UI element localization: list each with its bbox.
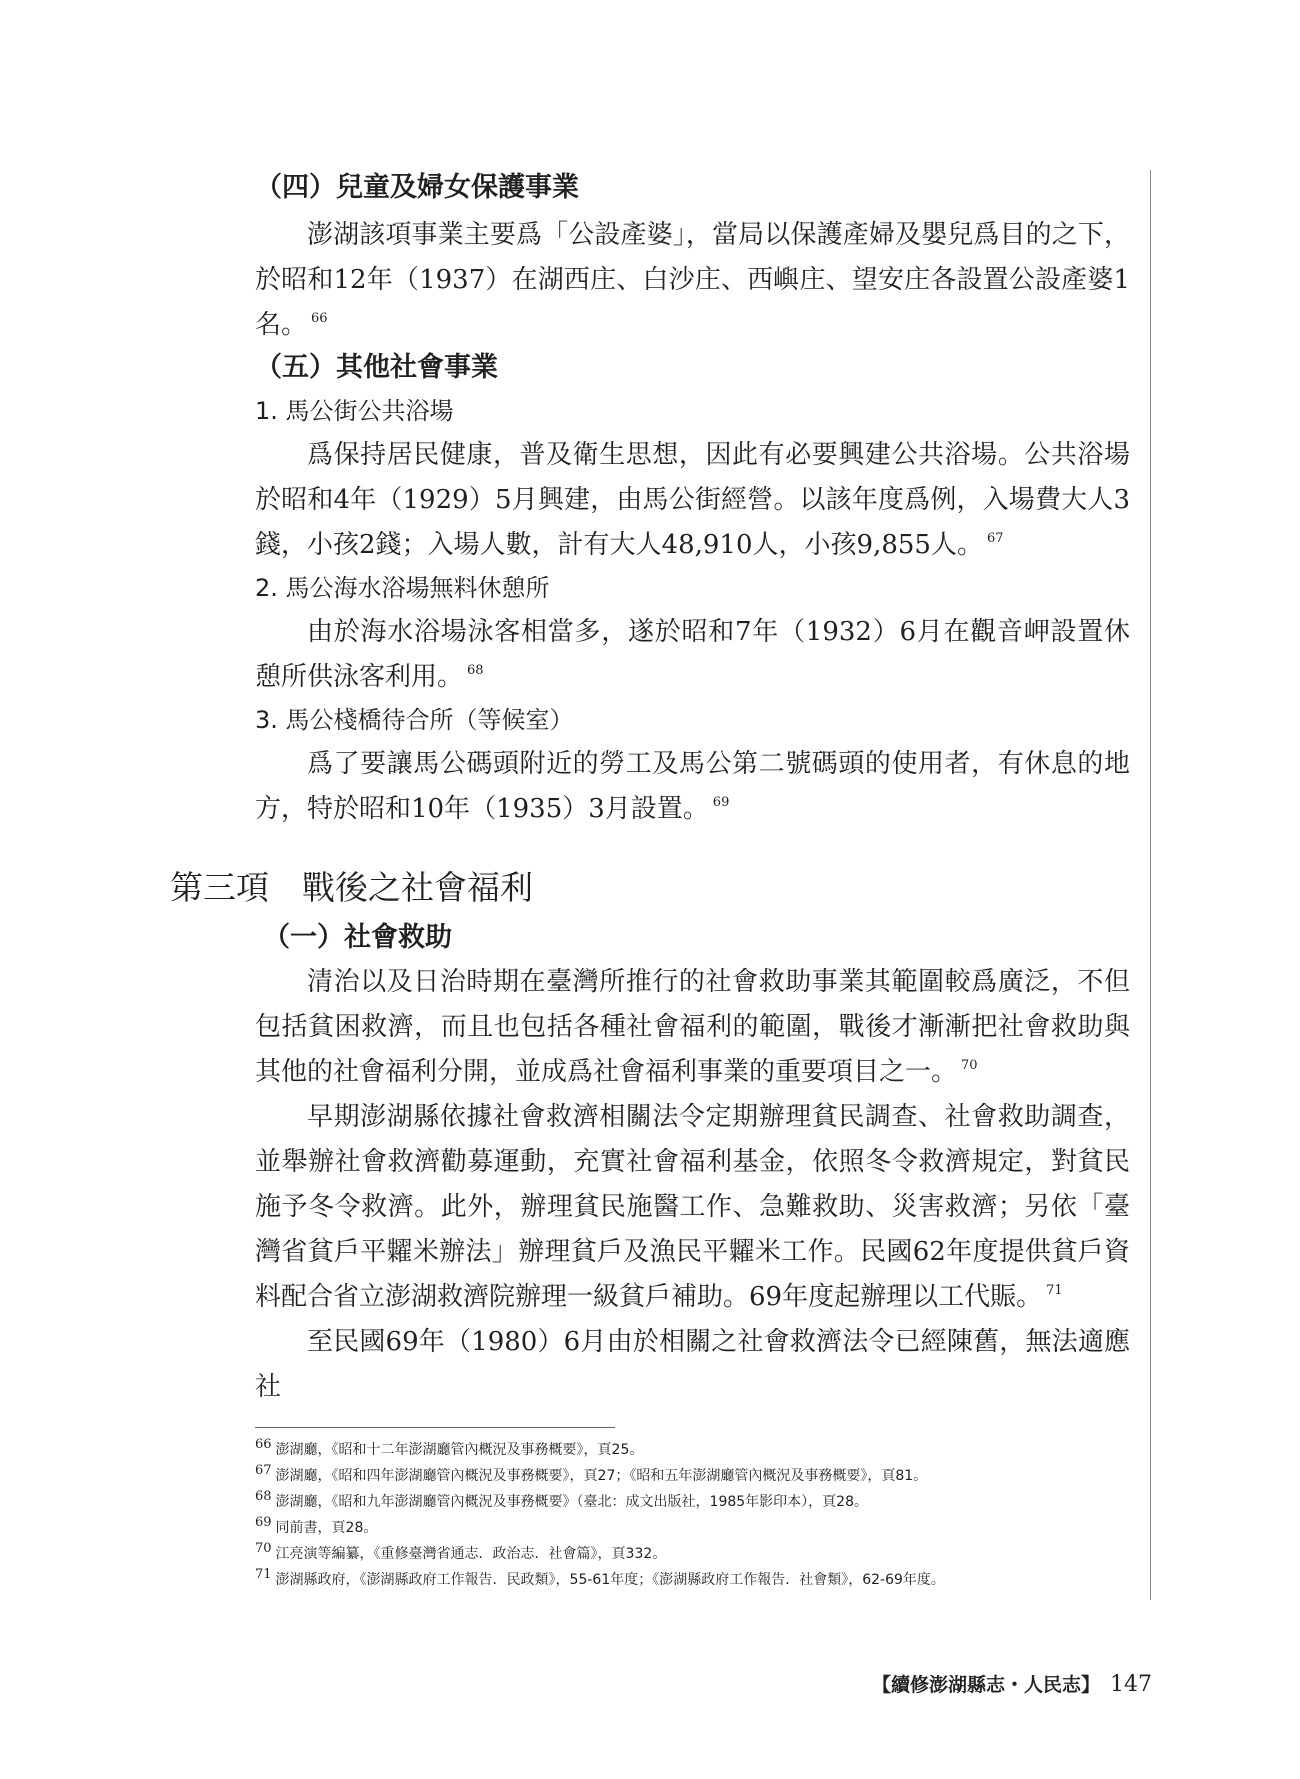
- chapter-title: 第三項 戰後之社會福利: [170, 868, 533, 907]
- footnote: $^{70}$ 江亮演等編纂，《重修臺灣省通志．政治志．社會篇》，頁332。: [255, 1541, 667, 1562]
- subheading: 2. 馬公海水浴場無料休憩所: [255, 574, 550, 602]
- footnote-ref: 69: [712, 795, 730, 810]
- footnote-ref: 71: [1046, 1283, 1063, 1298]
- section-social-assistance: [255, 920, 1130, 1410]
- paragraph: 由於海水浴場泳客相當多，遂於昭和7年（1932）6月在觀音岬設置休憩所供泳客利用。 $^{68}$: [255, 617, 1130, 692]
- footnote: $^{68}$ 澎湖廳，《昭和九年澎湖廳管內概況及事務概要》（臺北：成文出版社，1985年影印本），頁28。: [255, 1489, 868, 1510]
- paragraph: 清治以及日治時期在臺灣所推行的社會救助事業其範圍較爲廣泛，不但包括貧困救濟，而且也包括各種社會福利的範圍，戰後才漸漸把社會救助與其他的社會福利分開，並成爲社會福利事業的重要項目之一。 $^{70}$: [255, 967, 1130, 1087]
- page-footer: [872, 1670, 1152, 1699]
- footnote: $^{71}$ 澎湖縣政府，《澎湖縣政府工作報告．民政類》，55-61年度；《澎湖縣政府工作報告．社會類》，62-69年度。: [255, 1567, 945, 1588]
- margin-rule: [1150, 170, 1151, 1600]
- footnote: $^{66}$ 澎湖廳，《昭和十二年澎湖廳管內概況及事務概要》，頁25。: [255, 1437, 644, 1458]
- paragraph: 至民國69年（1980）6月由於相關之社會救濟法令已經陳舊，無法適應社: [255, 1327, 1130, 1402]
- footnote-divider: [255, 1427, 615, 1428]
- footnote: $^{69}$ 同前書，頁28。: [255, 1515, 378, 1536]
- paragraph: 爲了要讓馬公碼頭附近的勞工及馬公第二號碼頭的使用者，有休息的地方，特於昭和10年（1935）3月設置。 $^{69}$: [255, 749, 1130, 824]
- subheading: 1. 馬公街公共浴場: [255, 397, 454, 425]
- footnote-ref: 66: [311, 311, 328, 326]
- page-number: 147: [1110, 1672, 1152, 1697]
- footnote-ref: 68: [467, 663, 484, 678]
- paragraph: 爲保持居民健康，普及衛生思想，因此有必要興建公共浴場。公共浴場於昭和4年（1929）5月興建，由馬公街經營。以該年度爲例，入場費大人3錢，小孩2錢；入場人數，計有大人48,910人，小孩9,855人。 $^{67}$: [255, 440, 1130, 560]
- footnotes: [255, 1437, 1135, 1593]
- footnote: $^{67}$ 澎湖廳，《昭和四年澎湖廳管內概況及事務概要》，頁27；《昭和五年澎湖廳管內概況及事務概要》，頁81。: [255, 1463, 928, 1484]
- footnote-ref: 70: [961, 1058, 978, 1073]
- paragraph: 澎湖該項事業主要爲「公設產婆」，當局以保護產婦及嬰兒爲目的之下，於昭和12年（1937）在湖西庄、白沙庄、西嶼庄、望安庄各設置公設產婆1名。 $^{66}$: [255, 220, 1130, 340]
- book-title: 【續修澎湖縣志・人民志】: [871, 1674, 1100, 1696]
- section-heading: （五）其他社會事業: [255, 352, 498, 383]
- section-other-social: [255, 350, 1130, 832]
- paragraph: 早期澎湖縣依據社會救濟相關法令定期辦理貧民調查、社會救助調查，並舉辦社會救濟勸募運動，充實社會福利基金，依照冬令救濟規定，對貧民施予冬令救濟。此外，辦理貧民施醫工作、急難救助、災害救濟；另依「臺灣省貧戶平糶米辦法」辦理貧戶及漁民平糶米工作。民國62年度提供貧戶資料配合省立澎湖救濟院辦理一級貧戶補助。69年度起辦理以工代賑。 $^{71}$: [255, 1102, 1130, 1312]
- section-heading: （一）社會救助: [263, 922, 452, 953]
- subheading: 3. 馬公棧橋待合所（等候室）: [255, 706, 574, 734]
- footnote-ref: 67: [986, 531, 1004, 546]
- section-heading: （四）兒童及婦女保護事業: [255, 172, 579, 203]
- section-children-women: [255, 170, 1130, 348]
